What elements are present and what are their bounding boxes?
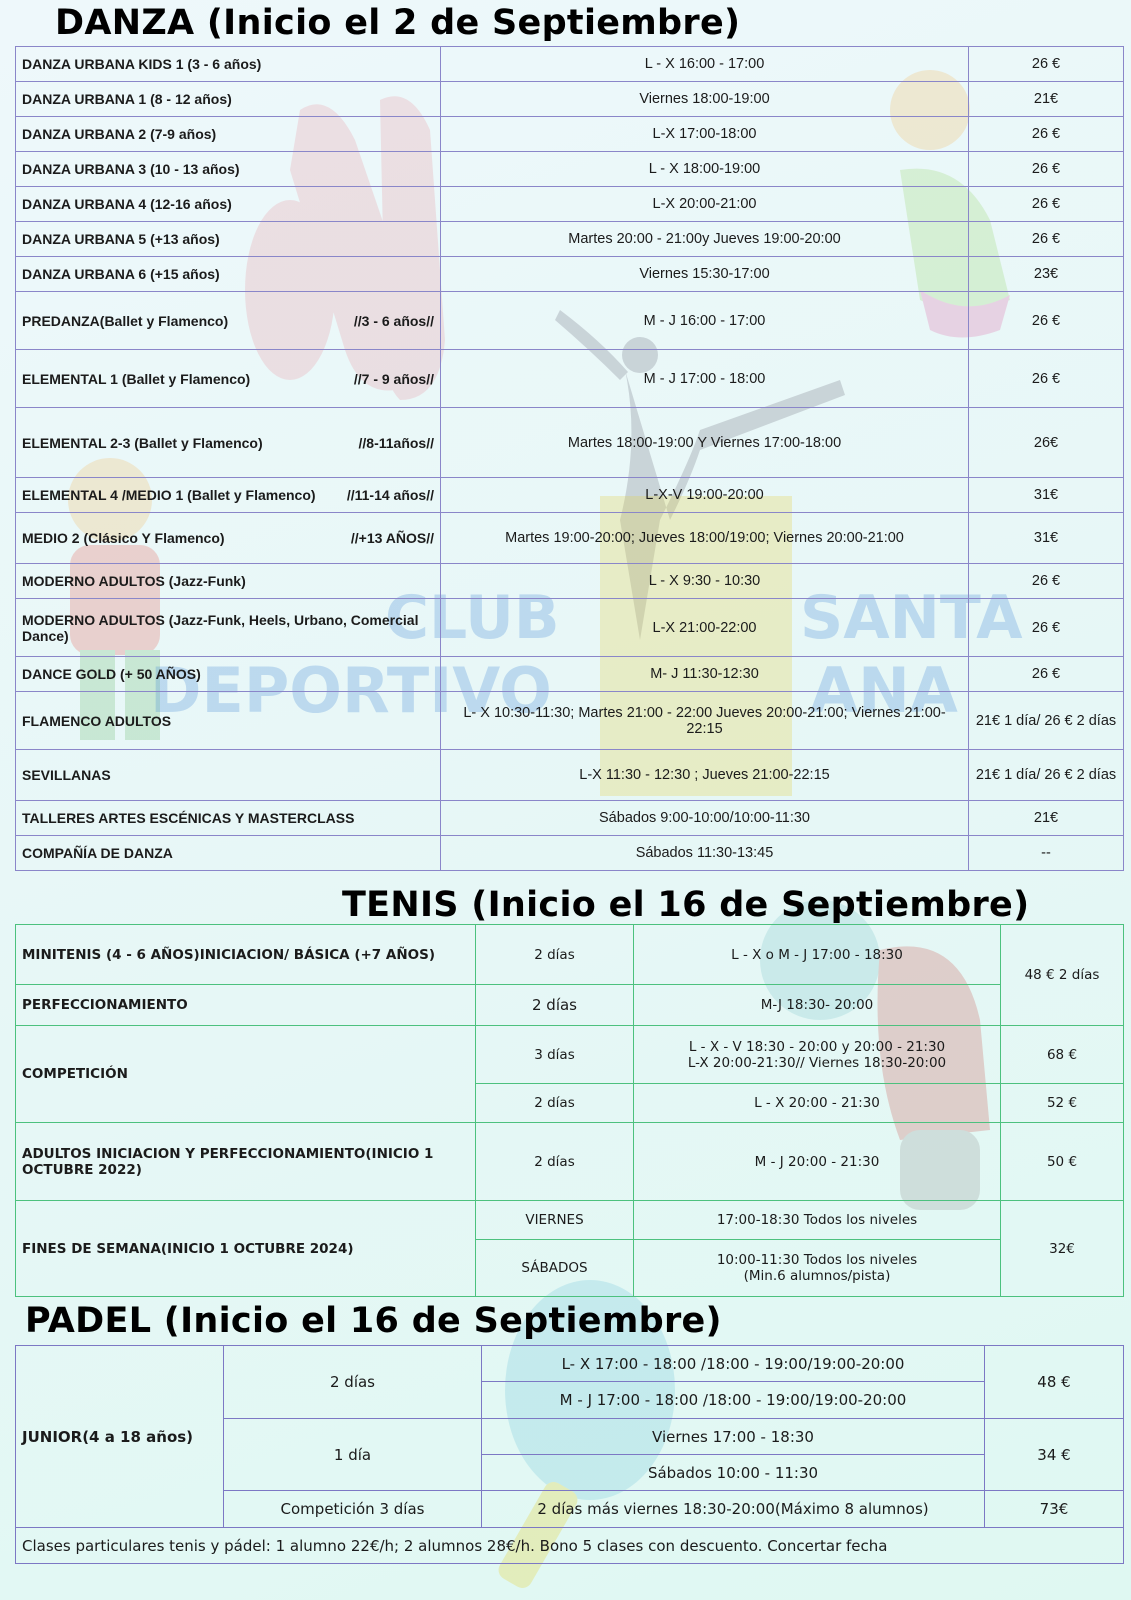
table-row (16, 692, 1124, 750)
price-cell: 21€ 1 día/ 26 € 2 días (969, 750, 1124, 801)
class-name-wrap (22, 487, 434, 503)
price-cell: 26 € (969, 152, 1124, 187)
padel-junior: JUNIOR(4 a 18 años) (16, 1346, 224, 1528)
class-name-cell (16, 117, 441, 152)
schedule-line: L - X - V 18:30 - 20:00 y 20:00 - 21:30 (688, 1038, 946, 1055)
schedule-cell: M - J 16:00 - 17:00 (441, 292, 969, 350)
price-cell: 26 € (969, 292, 1124, 350)
schedule-cell: L-X 11:30 - 12:30 ; Jueves 21:00-22:15 (441, 750, 969, 801)
svg-text:CLUB: CLUB (385, 583, 560, 653)
table-row (16, 1346, 1124, 1382)
tenis-fines-viernes: VIERNES (476, 1201, 634, 1240)
table-row (16, 222, 1124, 257)
price-cell: 31€ (969, 478, 1124, 513)
class-name-wrap (22, 612, 434, 644)
padel-competicion-schedule: 2 días más viernes 18:30-20:00(Máximo 8 alumnos) (482, 1491, 985, 1528)
schedule-line: L-X 20:00-21:30// Viernes 18:30-20:00 (687, 1054, 947, 1071)
table-row (16, 187, 1124, 222)
tenis-competicion-schedule-3 (634, 1026, 1001, 1084)
tenis-fines-sabados: SÁBADOS (476, 1240, 634, 1297)
tenis-competicion-days-2: 2 días (476, 1084, 634, 1123)
age-range: //3 - 6 años// (353, 312, 434, 329)
tenis-adultos-days: 2 días (476, 1123, 634, 1201)
tenis-competicion-price-3: 68 € (1001, 1026, 1124, 1084)
class-name: DANCE GOLD (+ 50 AÑOS) (22, 666, 201, 682)
table-row (16, 478, 1124, 513)
danza-table (15, 46, 1124, 871)
danza-heading: DANZA (Inicio el 2 de Septiembre) (55, 3, 741, 43)
table-row (16, 82, 1124, 117)
schedule-cell: Viernes 18:00-19:00 (441, 82, 969, 117)
svg-text:ANA: ANA (810, 654, 958, 727)
tenis-perfeccionamiento-days: 2 días (476, 985, 634, 1026)
padel-competicion-label: Competición 3 días (224, 1491, 482, 1528)
tenis-heading: TENIS (Inicio el 16 de Septiembre) (342, 885, 1030, 925)
table-row (16, 564, 1124, 599)
table-row (16, 836, 1124, 871)
class-name: MODERNO ADULTOS (Jazz-Funk) (22, 573, 246, 589)
schedule-line: (Min.6 alumnos/pista) (743, 1268, 891, 1284)
class-name: MODERNO ADULTOS (Jazz-Funk, Heels, Urbano, Comercial Dance) (22, 611, 419, 644)
class-name: DANZA URBANA 6 (+15 años) (22, 266, 220, 282)
age-range: //7 - 9 años// (353, 370, 434, 387)
class-name-wrap (22, 530, 434, 546)
table-row (16, 1201, 1124, 1240)
padel-table (15, 1345, 1124, 1564)
class-name-wrap (22, 161, 434, 177)
class-name-cell (16, 657, 441, 692)
tenis-minitenis-schedule: L - X o M - J 17:00 - 18:30 (634, 925, 1001, 985)
table-row (16, 408, 1124, 478)
price-cell: 26 € (969, 187, 1124, 222)
schedule-cell: L-X 21:00-22:00 (441, 599, 969, 657)
class-name-wrap (22, 666, 434, 682)
schedule-cell: L- X 10:30-11:30; Martes 21:00 - 22:00 Jueves 20:00-21:00; Viernes 21:00-22:15 (441, 692, 969, 750)
class-name-wrap (22, 56, 434, 72)
table-row (16, 657, 1124, 692)
padel-1dia-schedule1: Viernes 17:00 - 18:30 (482, 1419, 985, 1455)
tenis-table (15, 924, 1124, 1297)
price-cell: 21€ (969, 82, 1124, 117)
table-row (16, 599, 1124, 657)
table-row (16, 985, 1124, 1026)
schedule-cell: L - X 16:00 - 17:00 (441, 47, 969, 82)
class-name-cell (16, 801, 441, 836)
schedule-cell: Viernes 15:30-17:00 (441, 257, 969, 292)
class-name-wrap (22, 126, 434, 142)
class-name-cell (16, 257, 441, 292)
price-cell: 21€ 1 día/ 26 € 2 días (969, 692, 1124, 750)
class-name: COMPAÑÍA DE DANZA (22, 845, 173, 861)
tenis-competicion-days-3: 3 días (476, 1026, 634, 1084)
class-name-cell (16, 599, 441, 657)
class-name-wrap (22, 313, 434, 329)
class-name: ELEMENTAL 1 (Ballet y Flamenco) (22, 370, 251, 387)
class-name-wrap (22, 767, 434, 783)
class-name: DANZA URBANA 2 (7-9 años) (22, 126, 217, 142)
schedule-cell: Martes 20:00 - 21:00y Jueves 19:00-20:00 (441, 222, 969, 257)
class-name: DANZA URBANA 5 (+13 años) (22, 231, 220, 247)
class-name: ELEMENTAL 4 /MEDIO 1 (Ballet y Flamenco) (22, 487, 316, 503)
padel-2dias-price: 48 € (985, 1346, 1124, 1419)
schedule-cell: L-X 17:00-18:00 (441, 117, 969, 152)
class-name: DANZA URBANA KIDS 1 (3 - 6 años) (22, 56, 262, 72)
padel-1dia-label: 1 día (224, 1419, 482, 1491)
padel-competicion-price: 73€ (985, 1491, 1124, 1528)
schedule-cell: Martes 19:00-20:00; Jueves 18:00/19:00; Viernes 20:00-21:00 (441, 513, 969, 564)
padel-2dias-schedule2: M - J 17:00 - 18:00 /18:00 - 19:00/19:00-20:00 (482, 1382, 985, 1419)
age-range: //8-11años// (358, 434, 434, 451)
tenis-fines-viernes-schedule: 17:00-18:30 Todos los niveles (634, 1201, 1001, 1240)
schedule-cell: M- J 11:30-12:30 (441, 657, 969, 692)
table-row (16, 1123, 1124, 1201)
age-range: //11-14 años// (346, 487, 434, 503)
class-name: DANZA URBANA 4 (12-16 años) (22, 196, 232, 212)
class-name-wrap (22, 435, 434, 451)
tenis-competicion-price-2: 52 € (1001, 1084, 1124, 1123)
class-name-wrap (22, 713, 434, 729)
table-row (16, 152, 1124, 187)
table-row (16, 257, 1124, 292)
schedule-cell: L - X 9:30 - 10:30 (441, 564, 969, 599)
table-row (16, 47, 1124, 82)
schedule-cell: L-X-V 19:00-20:00 (441, 478, 969, 513)
tenis-price-2dias: 48 € 2 días (1001, 925, 1124, 1026)
price-cell: 26 € (969, 117, 1124, 152)
padel-2dias-label: 2 días (224, 1346, 482, 1419)
class-name-wrap (22, 231, 434, 247)
svg-text:SANTA: SANTA (800, 583, 1023, 653)
schedule-cell: Sábados 11:30-13:45 (441, 836, 969, 871)
price-cell: 26 € (969, 47, 1124, 82)
tenis-competicion-schedule-2: L - X 20:00 - 21:30 (634, 1084, 1001, 1123)
schedule-cell: M - J 17:00 - 18:00 (441, 350, 969, 408)
class-name-wrap (22, 91, 434, 107)
tenis-minitenis-days: 2 días (476, 925, 634, 985)
class-name-wrap (22, 196, 434, 212)
class-name-wrap (22, 845, 434, 861)
class-name-cell (16, 187, 441, 222)
padel-1dia-price: 34 € (985, 1419, 1124, 1491)
price-cell: 23€ (969, 257, 1124, 292)
class-name: ELEMENTAL 2-3 (Ballet y Flamenco) (22, 434, 263, 451)
schedule-cell: Sábados 9:00-10:00/10:00-11:30 (441, 801, 969, 836)
tenis-fines-name: FINES DE SEMANA(INICIO 1 OCTUBRE 2024) (16, 1201, 476, 1297)
tenis-perfeccionamiento-name: PERFECCIONAMIENTO (16, 985, 476, 1026)
class-name-cell (16, 408, 441, 478)
price-cell: 26 € (969, 350, 1124, 408)
tenis-adultos-schedule: M - J 20:00 - 21:30 (634, 1123, 1001, 1201)
price-cell: 31€ (969, 513, 1124, 564)
table-row (16, 801, 1124, 836)
age-range: //+13 AÑOS// (350, 530, 434, 546)
schedule-cell: L - X 18:00-19:00 (441, 152, 969, 187)
class-name-cell (16, 350, 441, 408)
price-cell: 26 € (969, 222, 1124, 257)
svg-text:DEPORTIVO: DEPORTIVO (150, 654, 552, 727)
price-cell: 26 € (969, 657, 1124, 692)
tenis-fines-price: 32€ (1001, 1201, 1124, 1297)
schedule-line: 10:00-11:30 Todos los niveles (716, 1252, 918, 1268)
class-name-wrap (22, 810, 434, 826)
schedule-cell: L-X 20:00-21:00 (441, 187, 969, 222)
class-name: DANZA URBANA 1 (8 - 12 años) (22, 91, 232, 107)
tenis-adultos-price: 50 € (1001, 1123, 1124, 1201)
table-row (16, 117, 1124, 152)
table-row (16, 750, 1124, 801)
table-row (16, 1026, 1124, 1084)
danza-rows (16, 47, 1124, 871)
price-cell: 26 € (969, 599, 1124, 657)
padel-2dias-schedule1: L- X 17:00 - 18:00 /18:00 - 19:00/19:00-20:00 (482, 1346, 985, 1382)
class-name: DANZA URBANA 3 (10 - 13 años) (22, 161, 240, 177)
class-name: FLAMENCO ADULTOS (22, 712, 172, 729)
class-name-cell (16, 292, 441, 350)
class-name-cell (16, 47, 441, 82)
tenis-fines-sabados-schedule (634, 1240, 1001, 1297)
tenis-perfeccionamiento-schedule: M-J 18:30- 20:00 (634, 985, 1001, 1026)
class-name: TALLERES ARTES ESCÉNICAS Y MASTERCLASS (22, 810, 355, 826)
class-name-cell (16, 222, 441, 257)
table-row (16, 292, 1124, 350)
class-name-cell (16, 478, 441, 513)
padel-heading: PADEL (Inicio el 16 de Septiembre) (25, 1301, 722, 1341)
class-name-cell (16, 836, 441, 871)
tenis-minitenis-name: MINITENIS (4 - 6 AÑOS)INICIACION/ BÁSICA (+7 AÑOS) (16, 925, 476, 985)
price-cell: 21€ (969, 801, 1124, 836)
table-row (16, 350, 1124, 408)
class-name-cell (16, 82, 441, 117)
class-name-cell (16, 564, 441, 599)
class-name-wrap (22, 266, 434, 282)
tenis-adultos-name: ADULTOS INICIACION Y PERFECCIONAMIENTO(INICIO 1 OCTUBRE 2022) (16, 1123, 476, 1201)
tenis-competicion-name: COMPETICIÓN (16, 1026, 476, 1123)
class-name-wrap (22, 573, 434, 589)
padel-1dia-schedule2: Sábados 10:00 - 11:30 (482, 1455, 985, 1491)
schedule-cell: Martes 18:00-19:00 Y Viernes 17:00-18:00 (441, 408, 969, 478)
table-row (16, 513, 1124, 564)
price-cell: 26€ (969, 408, 1124, 478)
class-name-cell (16, 750, 441, 801)
class-name: PREDANZA(Ballet y Flamenco) (22, 312, 229, 329)
price-cell: -- (969, 836, 1124, 871)
table-row (16, 1528, 1124, 1564)
price-cell: 26 € (969, 564, 1124, 599)
class-name-cell (16, 692, 441, 750)
table-row (16, 925, 1124, 985)
padel-note: Clases particulares tenis y pádel: 1 alumno 22€/h; 2 alumnos 28€/h. Bono 5 clases con descuento. Concertar fecha (16, 1528, 1124, 1564)
class-name-cell (16, 513, 441, 564)
class-name-cell (16, 152, 441, 187)
class-name: MEDIO 2 (Clásico Y Flamenco) (22, 530, 225, 546)
class-name: SEVILLANAS (22, 767, 111, 783)
class-name-wrap (22, 371, 434, 387)
